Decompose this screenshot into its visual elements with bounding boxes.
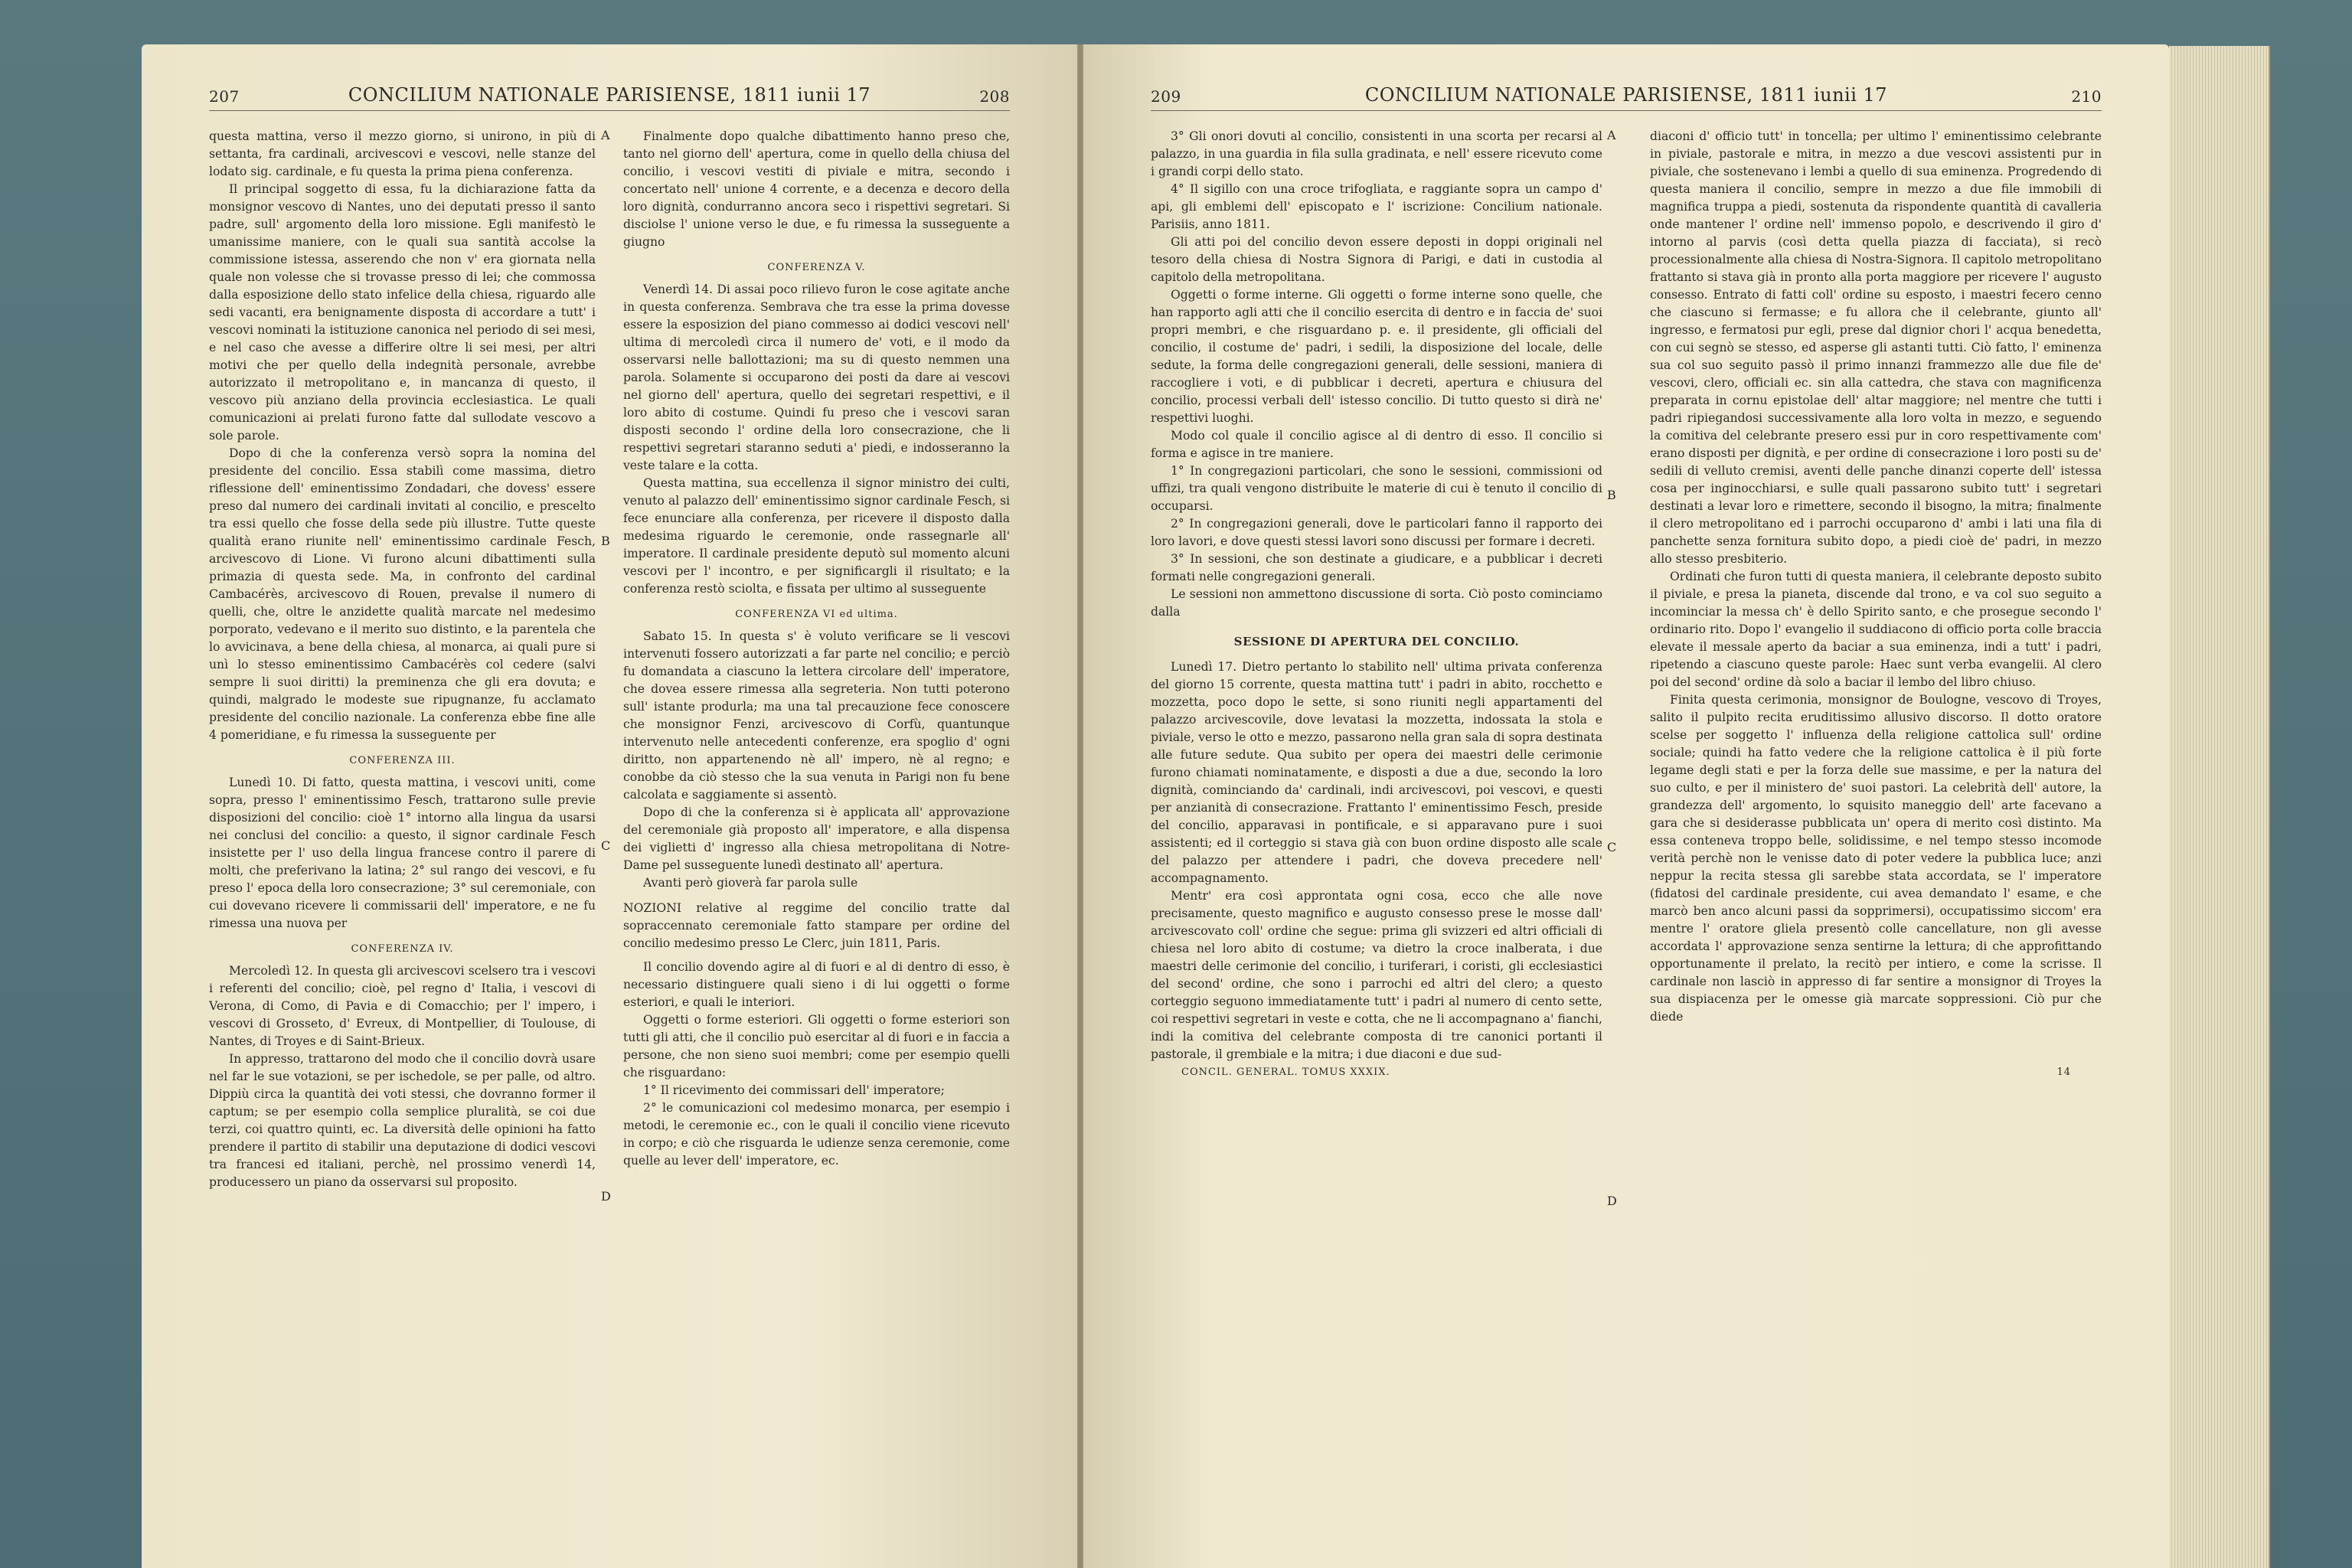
- paragraph: Questa mattina, sua eccellenza il signor ministro dei culti, venuto al palazzo dell' eminentissimo signor cardinale Fesch, si fece enunciare alla conferenza, per ricevere il disposto dalla medesima riguardo le ceremonie, onde rassegnarle all' imperatore. Il cardinale presidente deputò sul momento alcuni vescovi per l' incontro, e per significargli il risultato; e la conferenza restò sciolta, e fissata per ultimo al susseguente: [623, 476, 1010, 596]
- margin-letter-a: A: [601, 128, 610, 142]
- left-page-header: [209, 70, 1010, 111]
- right-column-2: [1650, 128, 2102, 1063]
- left-column-2: [623, 128, 1010, 1191]
- page-number-210: 210: [2071, 87, 2102, 106]
- margin-letter-b: B: [1607, 488, 1616, 502]
- paragraph: Oggetti o forme esteriori. Gli oggetti o forme esteriori son tutti gli atti, che il concilio può esercitar al di fuori e in faccia a persone, che non sieno suoi membri; come per esempio quelli che risguardano:: [623, 1013, 1010, 1080]
- signature-mark: CONCIL. GENERAL. TOMUS XXXIX.: [1181, 1067, 1390, 1078]
- page-number-208: 208: [979, 87, 1010, 106]
- page-number-207: 207: [209, 87, 240, 106]
- paragraph: 2° In congregazioni generali, dove le particolari fanno il rapporto dei loro lavori, e dove questi stessi lavori sono discussi per formare i decreti.: [1151, 517, 1602, 548]
- paragraph: Mentr' era così approntata ogni cosa, ecco che alle nove precisamente, questo magnifico e augusto consesso prese le mosse dall' arcivescovato coll' ordine che segue: prima gli svizzeri ed altri officiali di chiesa nel loro abito di costume; va dietro la croce inalberata, i due maestri delle cerimonie del concilio, i turiferari, i coristi, gli ecclesiastici del second' ordine, che sono i parrochi ed altri del clero; a questo corteggio seguono immediatamente tutt' i padri al numero di cento sette, coi respettivi segretari in veste e cotta, che ne li accompagnano a' fianchi, indi la comitiva del celebrante composta di tre canonici portanti il pastorale, il grembiale e la mitra; i due diaconi e due sud-: [1151, 889, 1602, 1061]
- paragraph: Dopo di che la conferenza si è applicata all' approvazione del ceremoniale già proposto all' imperatore, e alla dispensa dei viglietti d' ingresso alla chiesa metropolitana di Notre-Dame pel susseguente lunedì destinato all' apertura.: [623, 805, 1010, 872]
- paragraph: Gli atti poi del concilio devon essere deposti in doppi originali nel tesoro della chiesa di Nostra Signora di Parigi, e dati in custodia al capitolo della metropolitana.: [1151, 235, 1602, 284]
- paragraph: 2° le comunicazioni col medesimo monarca, per esempio i metodi, le ceremonie ec., con le quali il concilio viene ricevuto in corpo; e ciò che risguarda le udienze senza ceremonie, come quelle au lever dell' imperatore, ec.: [623, 1101, 1010, 1168]
- margin-letter-c: C: [601, 838, 611, 853]
- right-column-1: [1151, 128, 1602, 1063]
- paragraph: Il concilio dovendo agire al di fuori e al di dentro di esso, è necessario distinguere quali sieno i di lui oggetti o forme esteriori, e quali le interiori.: [623, 960, 1010, 1009]
- book-page-edges: [2169, 46, 2270, 1568]
- paragraph: Lunedì 10. Di fatto, questa mattina, i vescovi uniti, come sopra, presso l' eminentissimo Fesch, trattarono sulle previe disposizioni del concilio: cioè 1° intorno alla lingua da usarsi nei conclusi del concilio: a questo, il signor cardinale Fesch insistette per l' uso della lingua francese contro il parere di molti, che preferivano la latina; 2° sul rango dei vescovi, e fu preso l' epoca della loro consecrazione; 3° sul ceremoniale, con cui dovevano ricevere li commissarii dell' imperatore, e ne fu rimessa una nuova per: [209, 776, 596, 930]
- paragraph: Dopo di che la conferenza versò sopra la nomina del presidente del concilio. Essa stabilì come massima, dietro riflessione dell' eminentissimo Zondadari, che dovess' essere preso dal numero dei cardinali invitati al concilio, e prescelto tra essi quello che fosse della sede più illustre. Tutte queste qualità erano riunite nell' eminentissimo cardinale Fesch, arcivescovo di Lione. Vi furono alcuni dibattimenti sulla primazia di questa sede. Ma, in confronto del cardinal Cambacérès, arcivescovo di Rouen, prevalse il numero di quelli, che, oltre le anzidette qualità marcate nel medesimo porporato, vedevano e il merito suo distinto, e la parentela che lo avvicinava, a bene della chiesa, al monarca, ai quali pure si unì lo stesso eminentissimo Cambacérès col cedere (salvi sempre li suoi diritti) la preminenza che gli era dovuta; e quindi, malgrado le modeste sue ripugnanze, fu acclamato presidente del concilio nazionale. La conferenza ebbe fine alle 4 pomeridiane, e fu rimessa la susseguente per: [209, 446, 596, 742]
- margin-letter-c: C: [1607, 840, 1617, 854]
- right-page-header: [1151, 70, 2102, 111]
- right-page: [1083, 44, 2169, 1568]
- paragraph: Finalmente dopo qualche dibattimento hanno preso che, tanto nel giorno dell' apertura, come in quello della chiusa del concilio, i vescovi vestiti di piviale e mitra, secondo i concertato nell' unione 4 corrente, e a decenza e decoro della loro dignità, condurranno ancora seco i rispettivi segretari. Si disciolse l' unione verso le due, e fu rimessa la susseguente a giugno: [623, 129, 1010, 249]
- paragraph: Sabato 15. In questa s' è voluto verificare se li vescovi intervenuti fossero autorizzati a far parte nel concilio; e perciò fu domandata a ciascuno la lettera circolare dell' imperatore, che dovea essere rimessa alla segreteria. Non tutti poterono sull' istante produrla; ma una tal precauzione fece conoscere che monsignor Fenzi, arcivescovo di Corfù, quantunque intervenuto nelle antecedenti conferenze, era spoglio d' ogni diritto, non appartenendo nè all' impero, nè al regno; e conobbe da ciò stesso che la sua venuta in Parigi non fu bene calcolata e saggiamente si assentò.: [623, 629, 1010, 802]
- running-title: CONCILIUM NATIONALE PARISIENSE, 1811 iunii 17: [348, 84, 871, 106]
- section-heading-conferenza-v: CONFERENZA V.: [767, 262, 866, 273]
- running-title: CONCILIUM NATIONALE PARISIENSE, 1811 iunii 17: [1364, 84, 1888, 106]
- margin-letter-d: D: [1607, 1194, 1617, 1208]
- paragraph: Il principal soggetto di essa, fu la dichiarazione fatta da monsignor vescovo di Nantes, uno dei deputati presso il santo padre, sull' argomento della loro missione. Egli manifestò le umanissime maniere, con le quali sua santità accolse la commissione istessa, asserendo che non v' era giornata nella quale non volesse che si trovasse presso di lei; che commossa dalla esposizione dello stato infelice della chiesa, riguardo alle sedi vacanti, era benignamente disposta di accordare a tutt' i vescovi nominati la istituzione canonica nel periodo di sei mesi, e nel caso che avesse a differire oltre li sei mesi, per altri motivi che per quello della indegnità personale, avrebbe autorizzato il metropolitano e, in mancanza di questo, il vescovo più anziano della provincia ecclesiastica. Le quali comunicazioni ai prelati furono fatte dal sullodate vescovo a sole parole.: [209, 182, 596, 443]
- nozioni-heading: NOZIONI relative al reggime del concilio tratte dal sopraccennato ceremoniale fatto stampare per ordine del concilio medesimo presso Le Clerc, juin 1811, Paris.: [623, 901, 1010, 950]
- paragraph: 1° Il ricevimento dei commissari dell' imperatore;: [643, 1083, 945, 1097]
- paragraph: Avanti però gioverà far parola sulle: [643, 876, 858, 890]
- paragraph: 4° Il sigillo con una croce trifogliata, e raggiante sopra un campo d' api, gli emblemi dell' episcopato e l' iscrizione: Concilium nationale. Parisiis, anno 1811.: [1151, 182, 1602, 231]
- section-heading-conferenza-iv: CONFERENZA IV.: [351, 943, 454, 955]
- right-page-footer: [1151, 1067, 2102, 1078]
- section-heading-conferenza-iii: CONFERENZA III.: [349, 755, 456, 766]
- paragraph: 3° In sessioni, che son destinate a giudicare, e a pubblicar i decreti formati nelle congregazioni generali.: [1151, 552, 1602, 583]
- paragraph: Finita questa cerimonia, monsignor de Boulogne, vescovo di Troyes, salito il pulpito recita eruditissimo allusivo discorso. Il dotto oratore scelse per soggetto l' influenza della religione cattolica sull' ordine sociale; quindi ha fatto vedere che la religione cattolica è il più forte legame degli stati e per la forza delle sue massime, e per la natura del suo culto, e per il ministero de' suoi pastori. La celebrità dell' autore, la grandezza dell' argomento, lo squisito maneggio dell' arte facevano a gara che si desiderasse pubblicata un' opera di merito così distinto. Ma essa conteneva troppo belle, solidissime, e nel tempo stesso incomode verità perchè non le venisse dato di poter vedere la pubblica luce; anzi neppur la recita stessa gli sarebbe stata accordata, se l' imperatore (fidatosi del cardinale presidente, cui avea demandato l' esame, e che marcò ben anco alcuni passi da sopprimersi), occupatissimo siccom' era mentre l' oratore gliela presentò colle cancellature, non gli avesse accordata l' approvazione senza sentirne la lettura; di che approfittando opportunamente il prelato, la recitò per intiero, e come la scrisse. Il cardinale non lasciò in appresso di far sentire a monsignor di Troyes la sua dispiacenza per le omesse già marcate soppressioni. Ciò pur che diede: [1650, 693, 2102, 1024]
- paragraph: Mercoledì 12. In questa gli arcivescovi scelsero tra i vescovi i referenti del concilio; cioè, pel regno d' Italia, i vescovi di Verona, di Como, di Pavia e di Comacchio; per l' impero, i vescovi di Grosseto, d' Evreux, di Montpellier, di Toulouse, di Nantes, di Troyes e di Saint-Brieux.: [209, 964, 596, 1048]
- section-heading-sessione-apertura: SESSIONE DI APERTURA DEL CONCILIO.: [1233, 635, 1520, 648]
- margin-letter-b: B: [601, 534, 610, 548]
- page-number-209: 209: [1151, 87, 1181, 106]
- paragraph: questa mattina, verso il mezzo giorno, si unirono, in più di settanta, fra cardinali, arcivescovi e vescovi, nelle stanze del lodato sig. cardinale, e fu questa la prima piena conferenza.: [209, 129, 596, 178]
- margin-letter-a: A: [1607, 128, 1616, 142]
- left-page-columns: [209, 128, 1010, 1204]
- paragraph: In appresso, trattarono del modo che il concilio dovrà usare nel far le sue votazioni, se per ischedole, se per palle, od altro. Dippiù circa la quantità dei voti stessi, che dovranno former il captum; se per esempio colla semplice pluralità, se coi due terzi, coi quattro quinti, ec. La diversità delle opinioni ha fatto prendere il partito di stabilir una deputazione di dodici vescovi tra francesi ed italiani, perchè, nel prossimo venerdì 14, producessero un piano da osservarsi sul proposito.: [209, 1052, 596, 1189]
- paragraph: Lunedì 17. Dietro pertanto lo stabilito nell' ultima privata conferenza del giorno 15 corrente, questa mattina tutt' i padri in abito, rocchetto e mozzetta, poco dopo le sette, si sono riuniti negli appartamenti del palazzo arcivescovile, dove levatasi la mozzetta, indossata la stola e piviale, verso le otto e mezzo, passarono nella gran sala di sopra destinata alle future sedute. Qua subito per opera dei maestri delle cerimonie furono chiamati nominatamente, e disposti a due a due, secondo la loro dignità, cominciando da' cardinali, indi arcivescovi, poi vescovi, e questi per anzianità di consecrazione. Frattanto l' eminentissimo Fesch, preside del concilio, apparavasi in pontificale, e si apparavano pure i suoi assistenti; ed il corteggio si stava già con buon ordine disposto alle scale del palazzo per attendere i padri, che doveva precedere nell' accompagnamento.: [1151, 660, 1602, 885]
- paragraph: Le sessioni non ammettono discussione di sorta. Ciò posto cominciamo dalla: [1151, 587, 1602, 619]
- left-column-1: [209, 128, 596, 1191]
- paragraph: Venerdì 14. Di assai poco rilievo furon le cose agitate anche in questa conferenza. Sembrava che tra esse la prima dovesse essere la esposizion del piano commesso ai dodici vescovi nell' ultima di mercoledì circa il numero de' voti, e il modo da osservarsi nelle ballottazioni; ma su di questo nemmen una parola. Solamente si occuparono dei posti da dare ai vescovi nel giorno dell' apertura, quello dei segretari respettivi, e il loro abito di costume. Quindi fu preso che i vescovi saran disposti secondo l' ordine della loro consecrazione, che li respettivi segretari staranno seduti a' piedi, e indosseranno la veste talare e la cotta.: [623, 283, 1010, 472]
- paragraph: 3° Gli onori dovuti al concilio, consistenti in una scorta per recarsi al palazzo, in una guardia in fila sulla gradinata, e nell' essere ricevuto come i grandi corpi dello stato.: [1151, 129, 1602, 178]
- paragraph: 1° In congregazioni particolari, che sono le sessioni, commissioni od uffizi, tra quali vengono distribuite le materie di cui è tenuto il concilio di occuparsi.: [1151, 464, 1602, 513]
- paragraph: diaconi d' officio tutt' in toncella; per ultimo l' eminentissimo celebrante in piviale, pastorale e mitra, in mezzo a due vescovi assistenti pur in piviale, che sostenevano i lembi a quello di sua eminenza. Progredendo di questa maniera il concilio, sempre in mezzo a due file immobili di magnifica truppa a piedi, sostenuta da rispondente quantità di cavalleria onde mantener l' ordine nell' immenso popolo, e descrivendo il giro d' intorno al parvis (così detta quella piazza di facciata), si recò processionalmente alla chiesa di Nostra-Signora. Il capitolo metropolitano frattanto si stava già in pronto alla porta maggiore per ricevere l' augusto consesso. Entrato di fatti coll' ordine su esposto, i maestri fecero cenno che ciascuno si fermasse; e fu allora che il celebrante, giunto all' ingresso, e fermatosi pur egli, prese dal dignior chori l' acqua benedetta, con cui segnò se stesso, ed asperse gli astanti tutti. Ciò fatto, l' eminenza sua col suo seguito passò il primo innanzi frammezzo alle due file de' vescovi, clero, officiali ec. sin alla cattedra, che stava con magnificenza preparata in cornu epistolae dell' altar maggiore; nel mentre che tutti i padri ripiegandosi successivamente alla loro volta in mezzo, e seguendo la comitiva del celebrante presero essi pur in coro respettivamente com' erano disposti per dignità, e per ordine di consecrazione i loro posti su de' sedili di velluto cremisi, aventi delle panche dinanzi coperte dell' istessa cosa per inginocchiarsi, e sulle quali passarono subito tutt' i segretari destinati a levar loro e rimettere, secondo il bisogno, la mitra; finalmente il clero metropolitano ed i parrochi occuparono d' ambi i lati una fila di panchette senza fornitura subito dopo, a piedi cioè de' padri, in mezzo allo stesso presbiterio.: [1650, 129, 2102, 566]
- section-heading-conferenza-vi: CONFERENZA VI ed ultima.: [735, 609, 898, 620]
- signature-number: 14: [2056, 1067, 2071, 1078]
- left-page: [142, 44, 1077, 1568]
- paragraph: Modo col quale il concilio agisce al di dentro di esso. Il concilio si forma e agisce in tre maniere.: [1151, 429, 1602, 460]
- paragraph: Oggetti o forme interne. Gli oggetti o forme interne sono quelle, che han rapporto agli atti che il concilio esercita di dentro e in faccia de' suoi propri membri, e che risguardano p. e. il presidente, gli officiali del concilio, il costume de' padri, i sedili, la disposizione del locale, delle sedute, la forma delle congregazioni generali, delle sessioni, maniera di raccogliere i voti, e di pubblicar i decreti, apertura e chiusura del concilio, processi verbali dell' istesso concilio. Di tutto questo si dirà ne' respettivi luoghi.: [1151, 288, 1602, 425]
- margin-letter-d: D: [601, 1189, 611, 1204]
- paragraph: Ordinati che furon tutti di questa maniera, il celebrante deposto subito il piviale, e presa la pianeta, discende dal trono, e va col suo seguito a incominciar la messa ch' è dello Spirito santo, e che prosegue secondo l' ordinario rito. Dopo l' evangelio il suddiacono di officio porta colle braccia elevate il messale aperto da baciar a sua eminenza, indi a tutt' i padri, ripetendo a ciascuno queste parole: Haec sunt verba evangelii. Al clero poi del second' ordine dà solo a baciar il lembo del libro chiuso.: [1650, 570, 2102, 689]
